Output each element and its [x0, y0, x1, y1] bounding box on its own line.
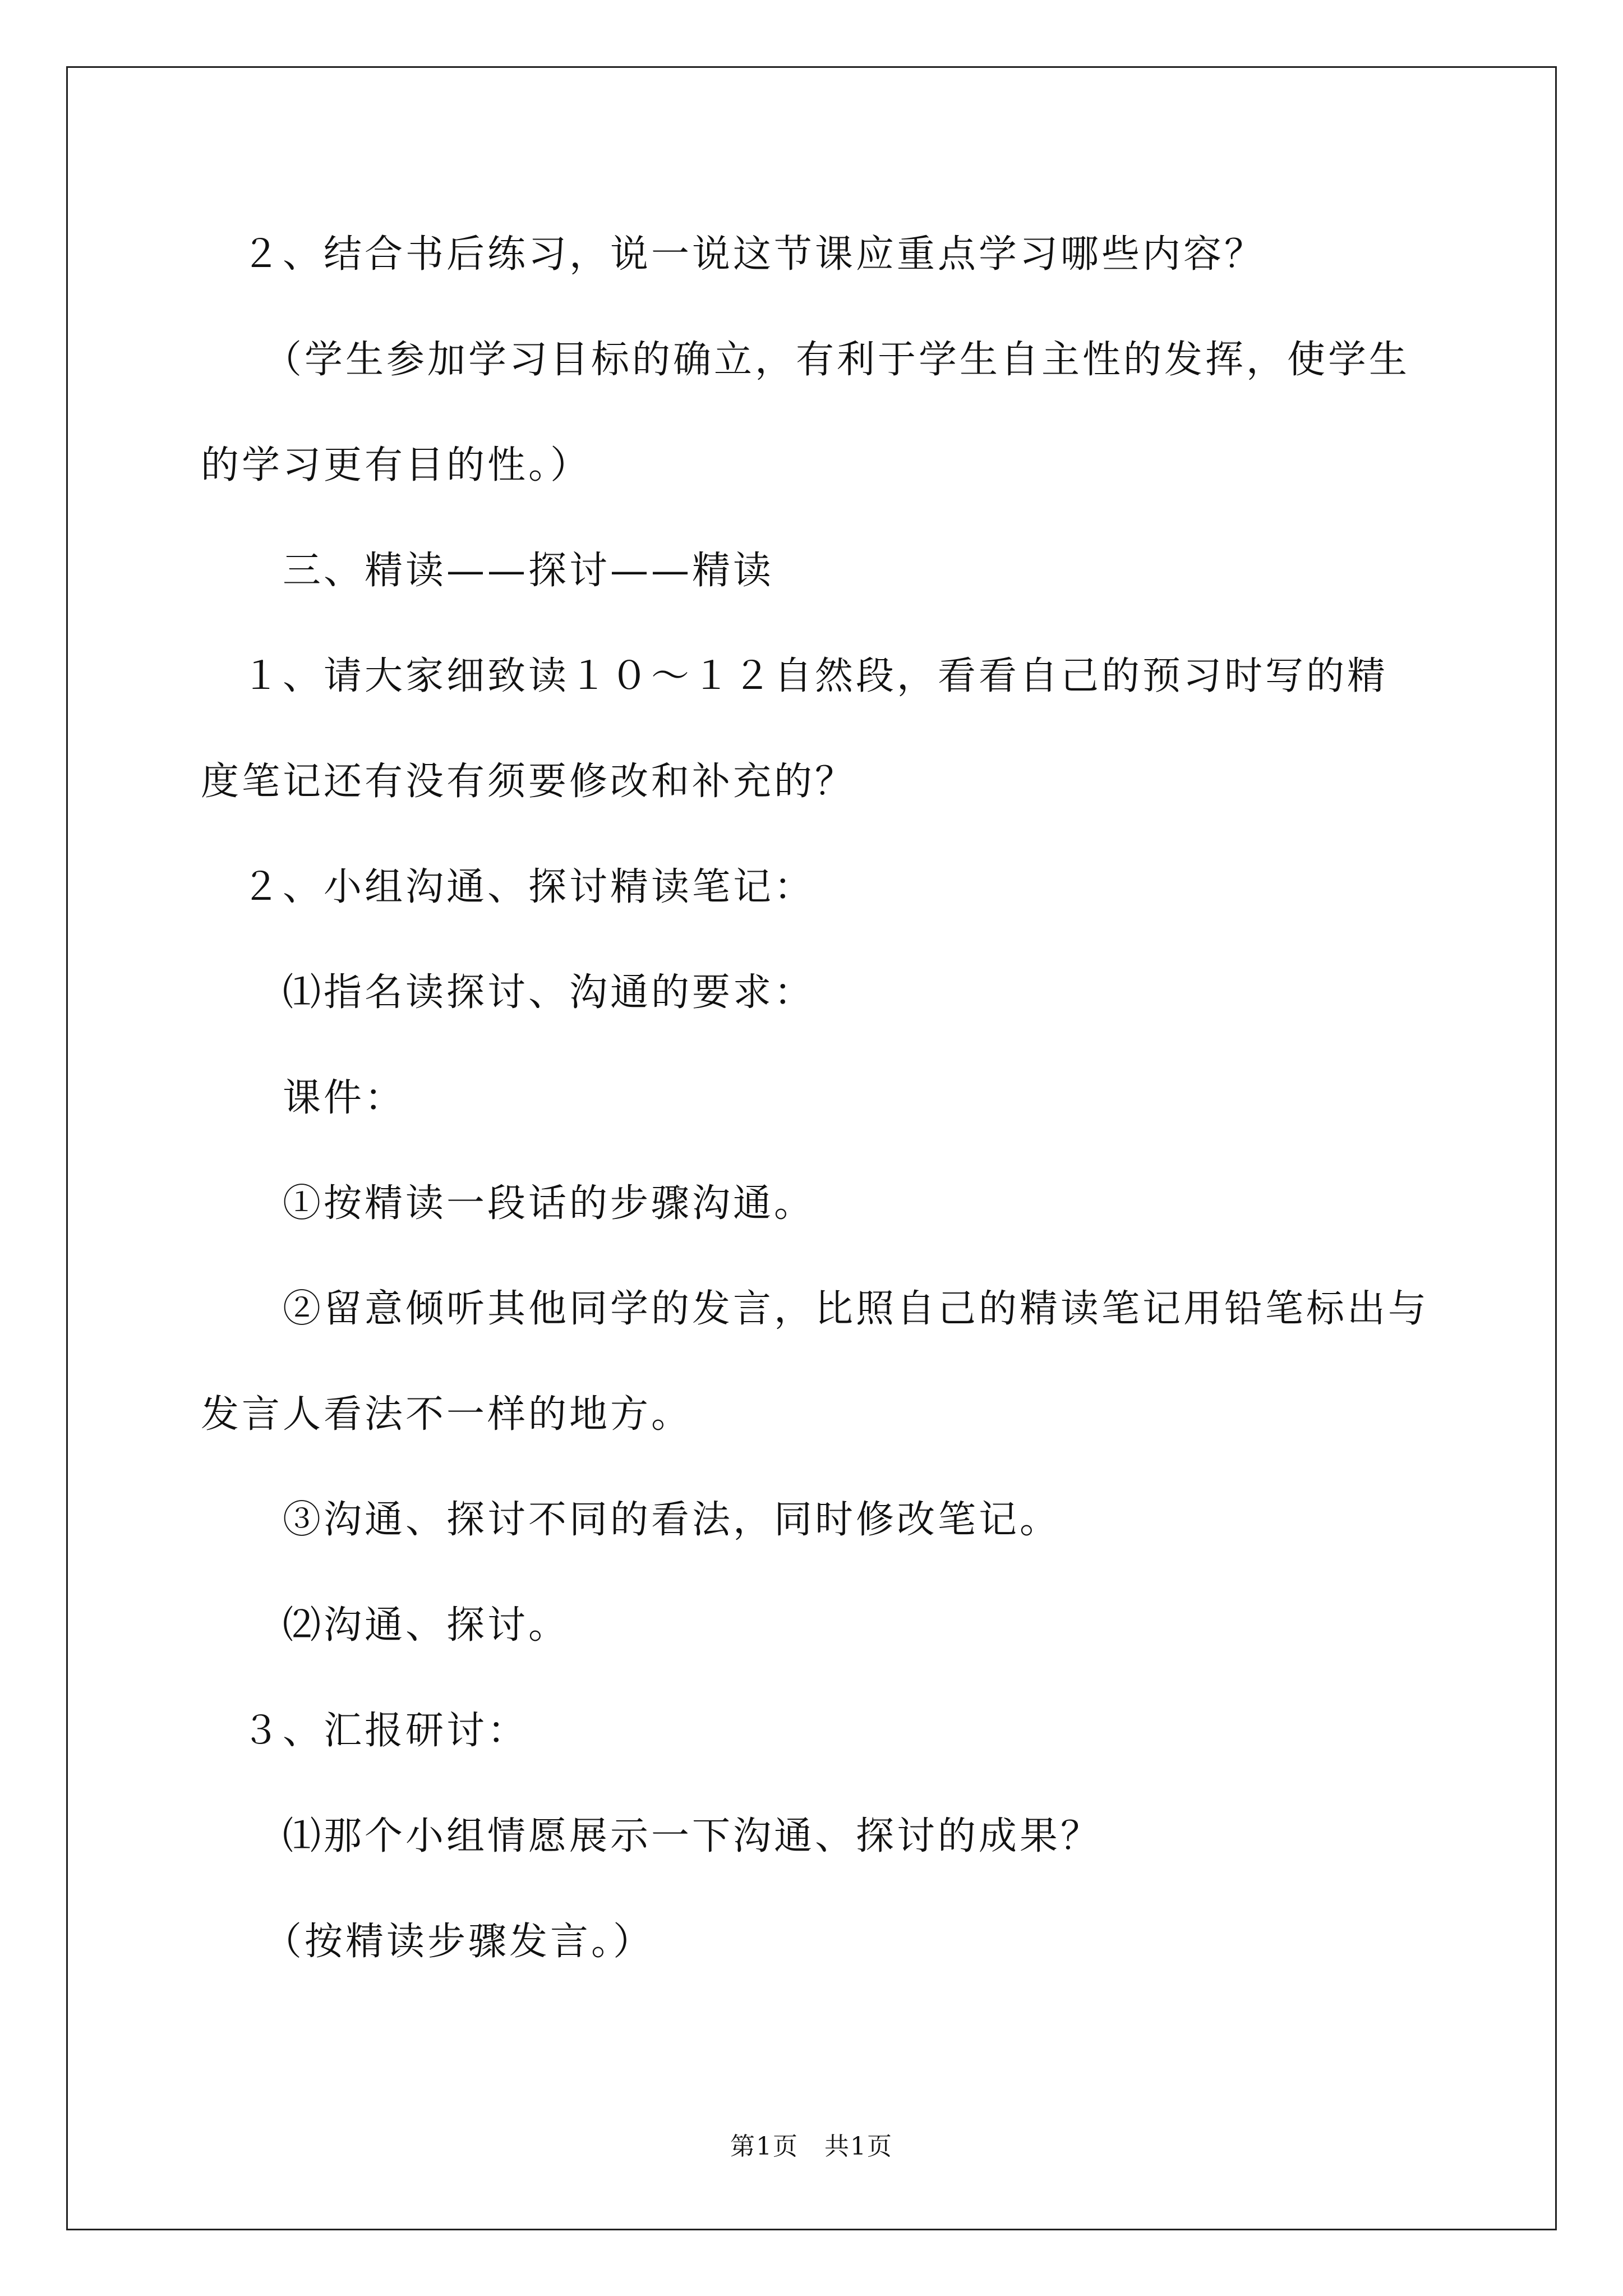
paragraph-line: ⑴指名读探讨、沟通的要求：: [201, 970, 815, 1015]
paragraph-line: ⑴那个小组情愿展示一下沟通、探讨的成果？: [201, 1814, 1102, 1858]
paragraph-line: ②留意倾听其他同学的发言，比照自己的精读笔记用铅笔标出与: [201, 1287, 1430, 1331]
paragraph-line: （学生参加学习目标的确立，有利于学生自主性的发挥，使学生: [201, 338, 1410, 382]
paragraph-line: 发言人看法不一样的地方。: [201, 1392, 693, 1437]
paragraph-line: ⑵沟通、探讨。: [201, 1603, 570, 1648]
paragraph-line: １、请大家细致读１０～１２自然段，看看自己的预习时写的精: [201, 654, 1389, 698]
paragraph-line: ３、汇报研讨：: [201, 1709, 529, 1753]
paragraph-line: ２、小组沟通、探讨精读笔记：: [201, 865, 815, 909]
paragraph-line: 的学习更有目的性。）: [201, 443, 592, 487]
paragraph-line: 度笔记还有没有须要修改和补充的？: [201, 760, 856, 804]
page-footer: 第1页 共1页: [730, 2132, 893, 2161]
paragraph-line: ①按精读一段话的步骤沟通。: [201, 1181, 815, 1226]
section-heading: 三、精读——探讨——精读: [201, 549, 774, 593]
paragraph-line: ③沟通、探讨不同的看法，同时修改笔记。: [201, 1498, 1061, 1542]
paragraph-line: （按精读步骤发言。）: [201, 1920, 654, 1964]
paragraph-line: 课件：: [201, 1076, 406, 1120]
paragraph-line: ２、结合书后练习，说一说这节课应重点学习哪些内容？: [201, 232, 1266, 277]
page-border: [66, 66, 1557, 2230]
